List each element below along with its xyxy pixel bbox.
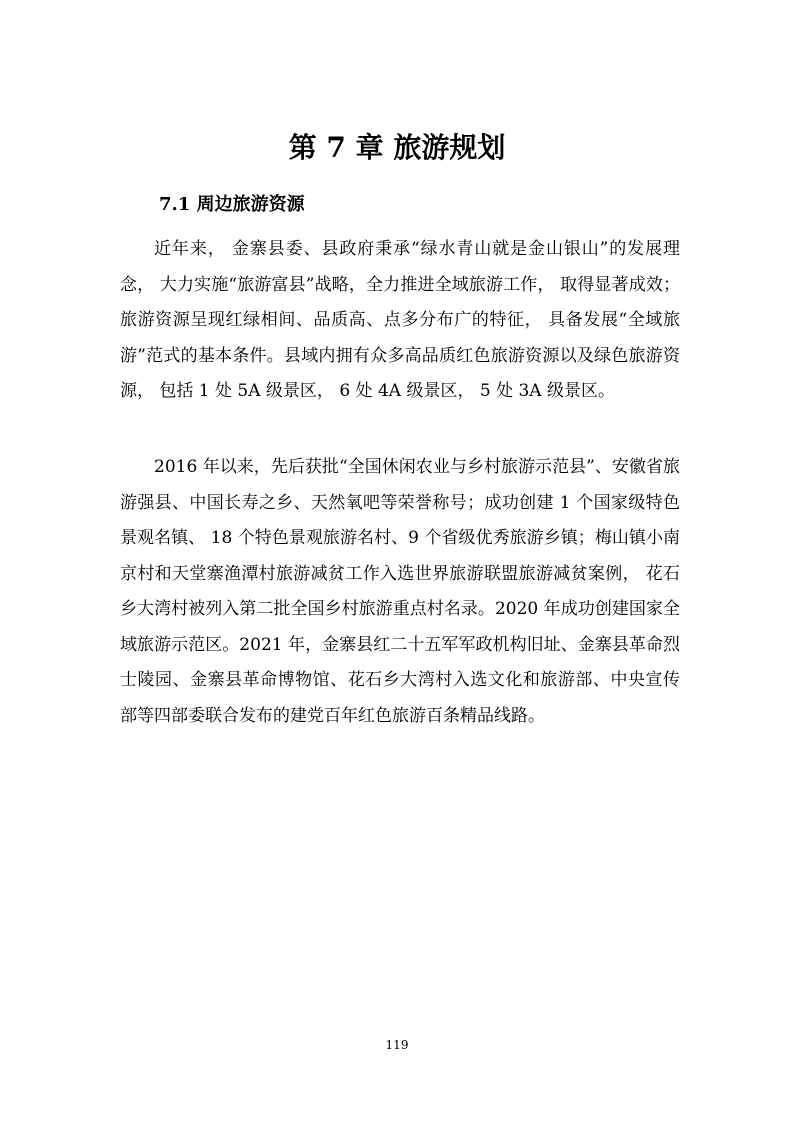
chapter-title: 第 7 章 旅游规划 — [288, 131, 506, 164]
body-paragraph: 2016 年以来，先后获批“全国休闲农业与乡村旅游示范县”、安徽省旅游强县、中国长寿之乡、天然氧吧等荣誉称号；成功创建 1 个国家级特色景观名镇、 18 个特色景观旅游名村、9 个省级优秀旅游乡镇；梅山镇小南京村和天堂寨渔潭村旅游减贫工作入选世界旅游联盟旅游减贫案例， 花石乡大湾村被列入第二批全国乡村旅游重点村名录。2020 年成功创建国家全域旅游示范区。2021 年，金寨县红二十五军军政机构旧址、金寨县革命烈士陵园、金寨县革命博物馆、花石乡大湾村入选文化和旅游部、中央宣传部等四部委联合发布的建党百年红色旅游百条精品线路。 — [120, 457, 680, 726]
body-paragraph: 近年来， 金寨县委、县政府秉承“绿水青山就是金山银山”的发展理念， 大力实施“旅游富县”战略，全力推进全域旅游工作， 取得显著成效；旅游资源呈现红绿相间、品质高、点多分布广的特征， 具备发展“全域旅游”范式的基本条件。县域内拥有众多高品质红色旅游资源以及绿色旅游资源， 包括 1 处 5A 级景区， 6 处 4A 级景区， 5 处 3A 级景区。 — [120, 239, 680, 401]
section-heading: 7.1 周边旅游资源 — [159, 194, 305, 215]
page-number: 119 — [385, 1038, 409, 1052]
